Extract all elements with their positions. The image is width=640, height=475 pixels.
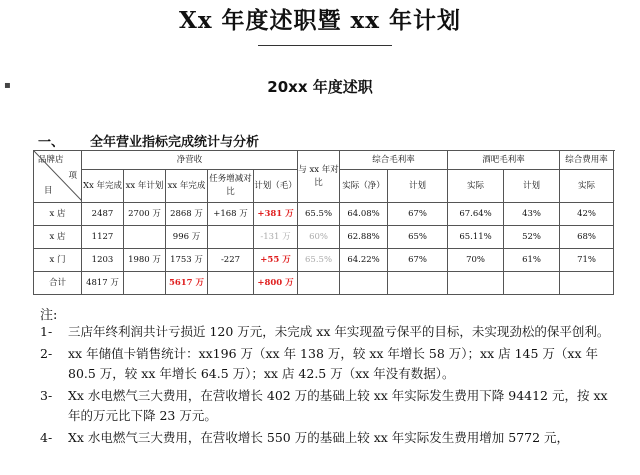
cell-gm-actual: 64.08%	[340, 203, 388, 226]
cell-prev: 2487	[82, 203, 124, 226]
cell-gm-actual: 64.22%	[340, 249, 388, 272]
header-exp-actual: 实际	[560, 170, 614, 203]
margin-bullet: ▪	[4, 80, 11, 91]
cell-bar-plan: 67%	[388, 203, 448, 226]
cell-diff: +168 万	[208, 203, 254, 226]
cell-gm-plan: 65.5%	[298, 203, 340, 226]
cell-bar-plan: 67%	[388, 249, 448, 272]
cell-yoy: +381 万	[254, 203, 298, 226]
cell-prev: 1127	[82, 226, 124, 249]
table-row	[34, 203, 614, 226]
cell-bar-actual: 65.11%	[448, 226, 504, 249]
cell-gm-plan: 60%	[298, 226, 340, 249]
header-gm-actual: 实际（净）	[340, 170, 388, 203]
notes-list	[40, 322, 620, 450]
list-item-number: 1-	[40, 324, 53, 339]
table-row	[34, 249, 614, 272]
cell-exp-actual: 68%	[560, 226, 614, 249]
subsection-title: 全年营业指标完成统计与分析	[90, 135, 260, 150]
corner-diagonal	[34, 151, 82, 201]
cell-done: 1753 万	[166, 249, 208, 272]
header-yoy: 与 xx 年对比	[298, 151, 340, 203]
group-bar-margin: 酒吧毛利率	[448, 151, 560, 170]
list-item-number: 2-	[40, 346, 53, 361]
header-bar-plan: 计划	[388, 170, 448, 203]
cell-total-prev: 4817 万	[82, 272, 124, 295]
cell-done: 2868 万	[166, 203, 208, 226]
document-title: Xx 年度述职暨 xx 年计划	[178, 7, 461, 34]
cell-store: x 店	[34, 226, 82, 249]
corner-label-item: 项	[68, 171, 77, 181]
cell-yoy: +55 万	[254, 249, 298, 272]
list-item-text: 三店年终利润共计亏损近 120 万元，未完成 xx 年实现盈亏保平的目标，未实现劲松的保平创利。	[68, 324, 610, 339]
header-done: xx 年完成	[166, 170, 208, 203]
cell-plan	[124, 226, 166, 249]
cell-exp-plan: 61%	[504, 249, 560, 272]
kpi-table	[33, 150, 614, 295]
cell-bar-actual: 67.64%	[448, 203, 504, 226]
list-item	[40, 386, 620, 426]
group-gross-margin: 综合毛利率	[340, 151, 448, 170]
cell-yoy: -131 万	[254, 226, 298, 249]
header-exp-plan: 计划	[504, 170, 560, 203]
header-prev-done: Xx 年完成	[82, 170, 124, 203]
cell-prev: 1203	[82, 249, 124, 272]
cell-bar-plan: 65%	[388, 226, 448, 249]
table-row	[34, 226, 614, 249]
group-expense: 综合费用率	[560, 151, 614, 170]
cell-total-done: 5617 万	[166, 272, 208, 295]
corner-label-store: 品牌店	[38, 155, 64, 165]
cell-store: x 店	[34, 203, 82, 226]
cell-done: 996 万	[166, 226, 208, 249]
list-item	[40, 428, 620, 448]
header-gm-plan: 计划（毛）	[254, 170, 298, 203]
cell-exp-actual: 71%	[560, 249, 614, 272]
cell-total-label: 合计	[34, 272, 82, 295]
cell-diff: -227	[208, 249, 254, 272]
group-revenue: 净营收	[82, 151, 298, 170]
table-total-row	[34, 272, 614, 295]
subsection-number: 一、	[38, 135, 65, 150]
cell-plan: 1980 万	[124, 249, 166, 272]
list-item	[40, 344, 620, 384]
cell-store: x 门	[34, 249, 82, 272]
header-bar-actual: 实际	[448, 170, 504, 203]
cell-bar-actual: 70%	[448, 249, 504, 272]
corner-label-item-2: 目	[44, 186, 53, 196]
notes-label: 注:	[40, 308, 58, 323]
subsection-heading	[38, 131, 259, 150]
cell-plan: 2700 万	[124, 203, 166, 226]
cell-exp-plan: 52%	[504, 226, 560, 249]
cell-total-yoy: +800 万	[254, 272, 298, 295]
list-item-text: Xx 水电燃气三大费用，在营收增长 402 万的基础上较 xx 年实际发生费用下降 94412 元，按 xx 年的万元比下降 23 万元。	[68, 388, 608, 423]
list-item-number: 3-	[40, 388, 53, 403]
table-header-row	[34, 151, 614, 170]
cell-diff	[208, 226, 254, 249]
cell-exp-actual: 42%	[560, 203, 614, 226]
header-plan: xx 年计划	[124, 170, 166, 203]
title-underline	[258, 45, 392, 46]
corner-header-cell	[34, 151, 82, 203]
cell-gm-plan: 65.5%	[298, 249, 340, 272]
cell-exp-plan: 43%	[504, 203, 560, 226]
list-item	[40, 322, 620, 342]
header-task-diff: 任务增减对比	[208, 170, 254, 203]
list-item-number: 4-	[40, 430, 53, 445]
list-item-text: xx 年储值卡销售统计：xx196 万（xx 年 138 万，较 xx 年增长 58 万）；xx 店 145 万（xx 年 80.5 万，较 xx 年增长 64.5 万）；xx 店 42.5 万（xx 年没有数据）。	[68, 346, 598, 381]
list-item-text: Xx 水电燃气三大费用，在营收增长 550 万的基础上较 xx 年实际发生费用增加 5772 元，	[68, 430, 570, 445]
section-heading: 20xx 年度述职	[267, 78, 373, 96]
cell-gm-actual: 62.88%	[340, 226, 388, 249]
